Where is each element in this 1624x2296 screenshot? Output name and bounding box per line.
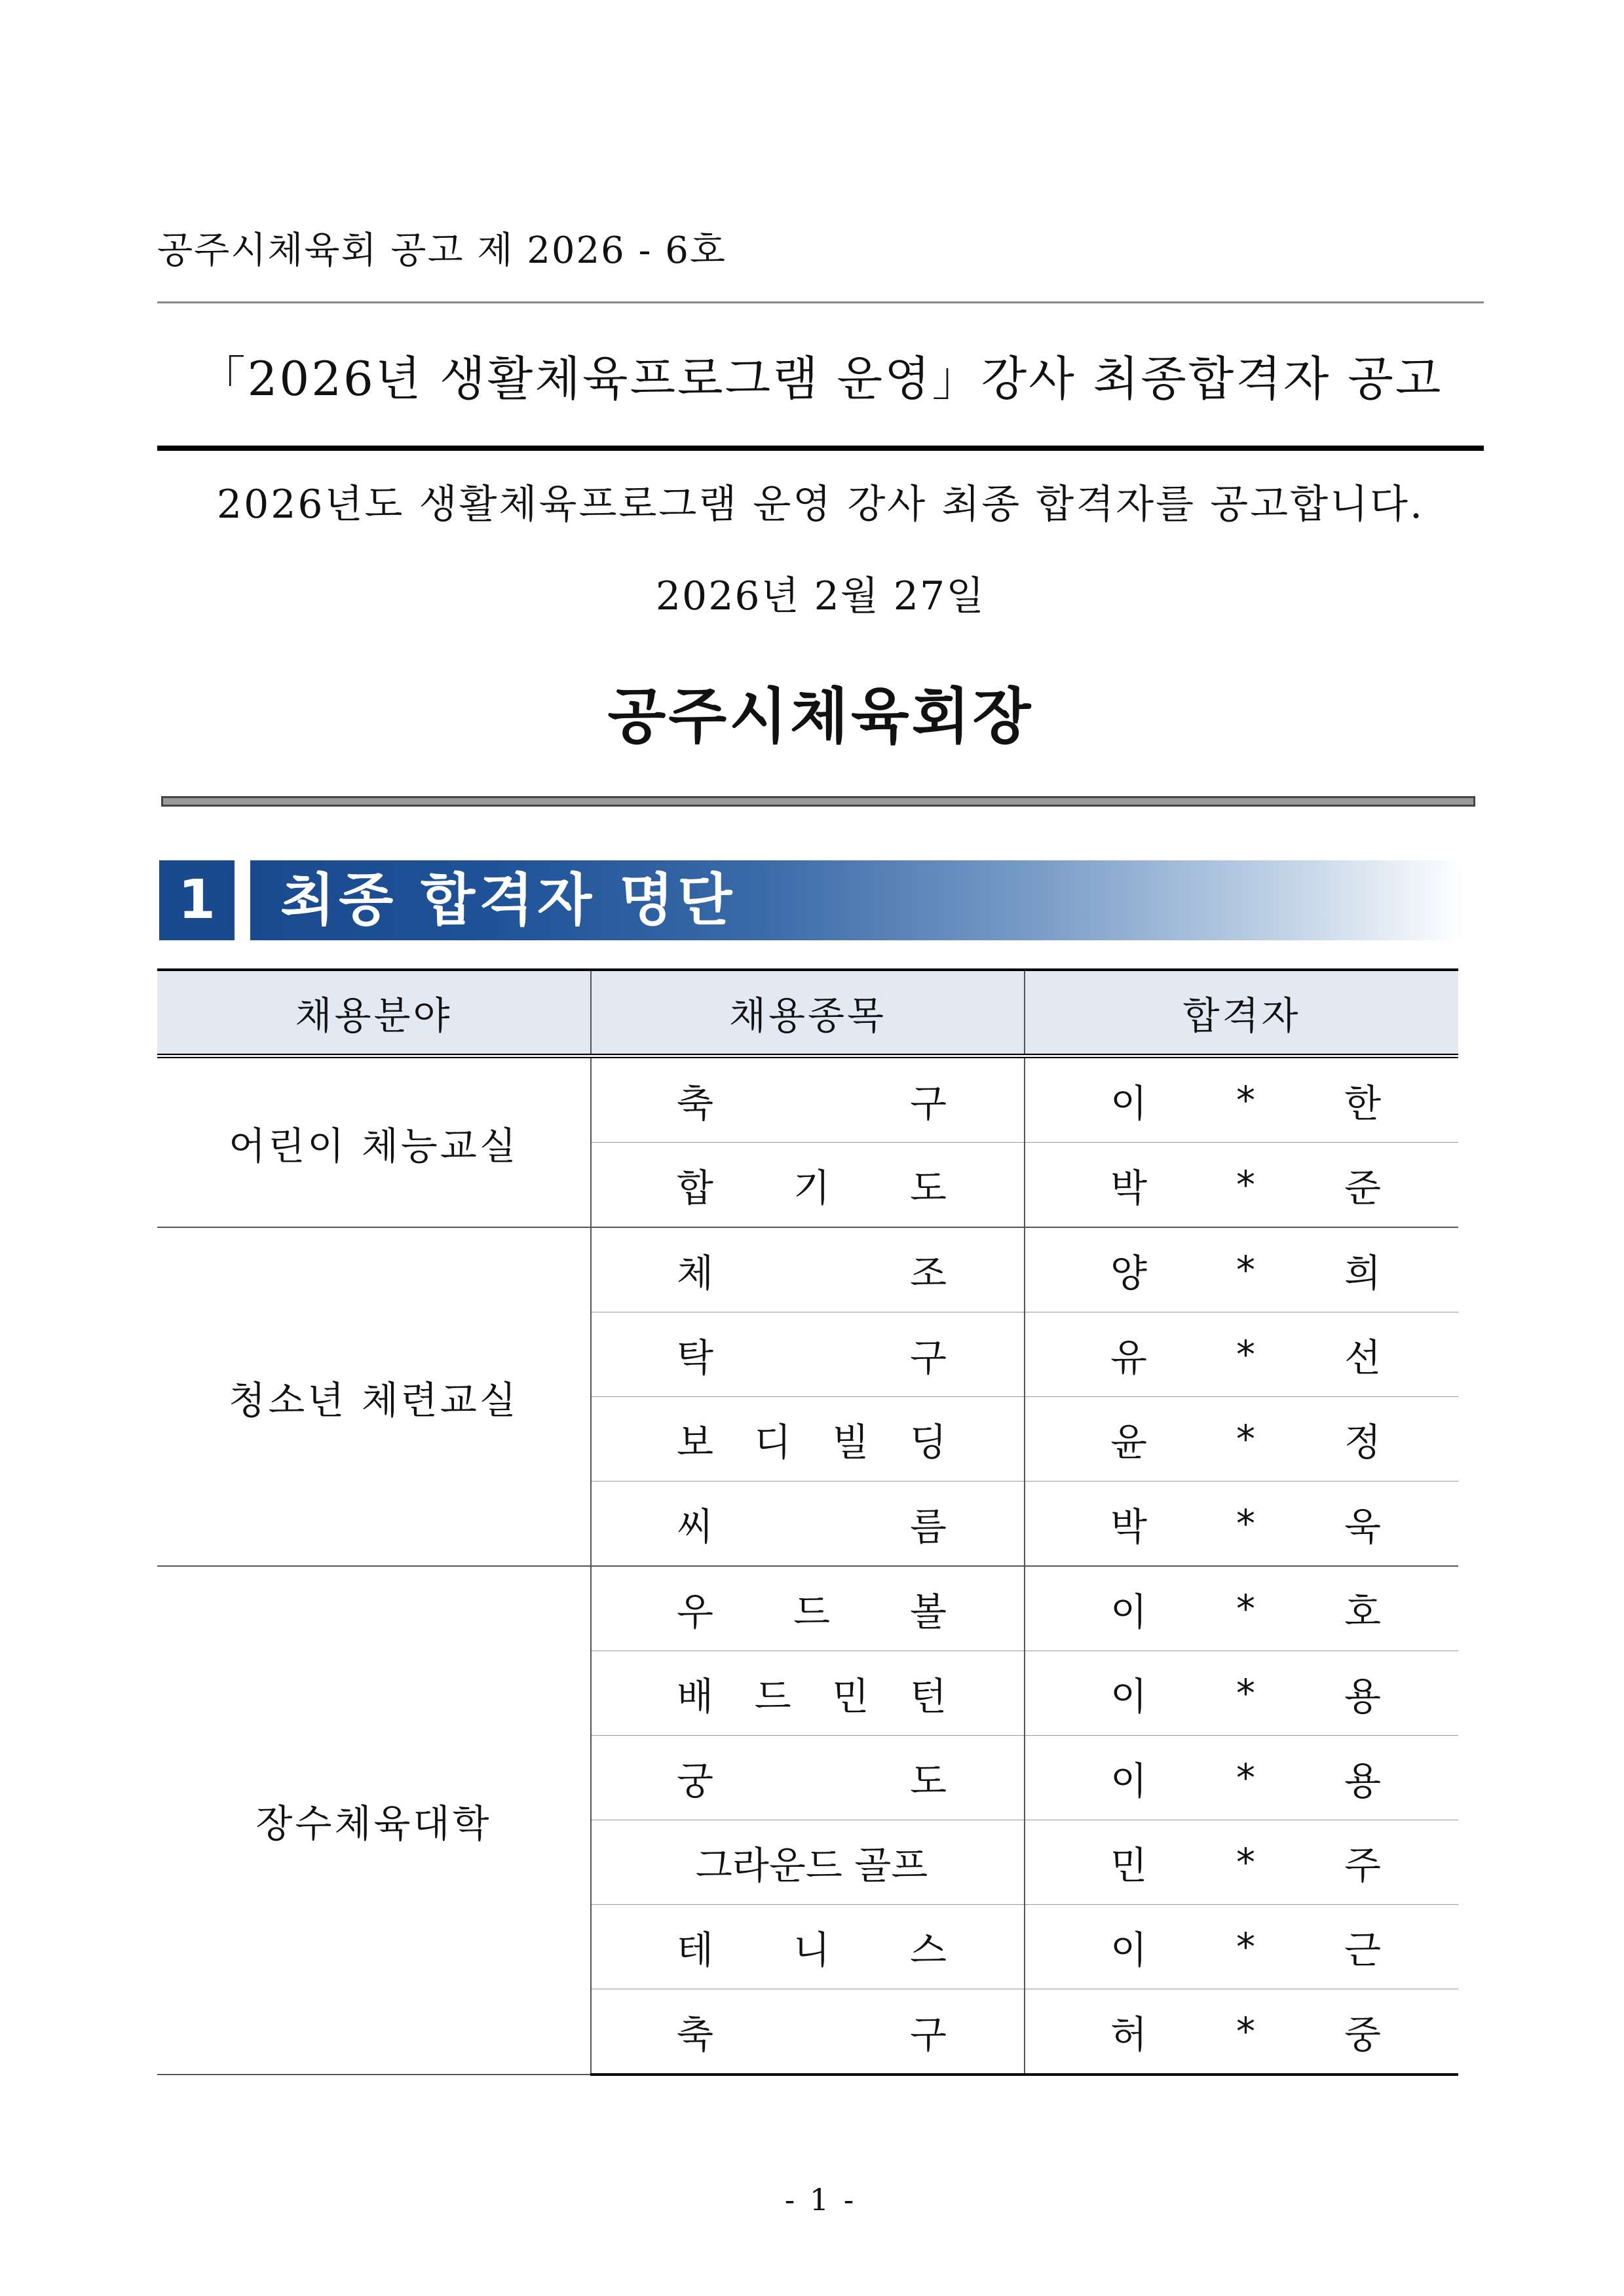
header-field: 채용분야 (157, 970, 591, 1056)
name-char: 용 (1344, 1674, 1381, 1719)
name-char: 욱 (1344, 1504, 1381, 1549)
event-cell (591, 1989, 1025, 2075)
field-cell: 장수체육대학 (157, 1566, 591, 2075)
name-char: 희 (1344, 1251, 1381, 1295)
name-char: 중 (1344, 2012, 1381, 2057)
name-cell (1025, 1651, 1458, 1736)
event-char: 축 (677, 1081, 714, 1126)
table-body (157, 1056, 1458, 2075)
name-char: * (1236, 1755, 1255, 1800)
name-char: * (1236, 2009, 1255, 2054)
name-char: 양 (1110, 1251, 1148, 1295)
event-char: 구 (909, 2012, 947, 2057)
event-char: 드 (754, 1674, 791, 1719)
section-number: 1 (159, 860, 235, 940)
event-char: 턴 (909, 1674, 947, 1719)
table-row (157, 1227, 1458, 1312)
name-cell (1025, 1312, 1458, 1397)
event-cell (591, 1566, 1025, 1651)
title-divider (157, 446, 1484, 451)
event-char: 딩 (909, 1420, 947, 1464)
page-number: - 1 - (784, 2182, 857, 2217)
event-char: 궁 (677, 1759, 714, 1803)
name-char: * (1236, 1248, 1255, 1292)
event-char: 합 (677, 1166, 714, 1210)
event-char: 탁 (677, 1335, 714, 1380)
section-title: 최종 합격자 명단 (280, 868, 736, 933)
name-char: 선 (1344, 1335, 1381, 1380)
name-char: * (1236, 1924, 1255, 1969)
name-char: * (1236, 1671, 1255, 1715)
name-char: * (1236, 1162, 1255, 1207)
name-char: 허 (1110, 2012, 1148, 2057)
top-divider (157, 301, 1484, 303)
name-char: 유 (1110, 1335, 1148, 1380)
event-char: 민 (832, 1674, 869, 1719)
event-char: 니 (793, 1928, 831, 1972)
event-cell (591, 1736, 1025, 1820)
event-char: 스 (909, 1928, 947, 1972)
name-cell (1025, 1736, 1458, 1820)
name-char: 민 (1110, 1843, 1148, 1888)
name-char: 이 (1110, 1674, 1148, 1719)
event-char: 구 (909, 1335, 947, 1380)
name-char: * (1236, 1417, 1255, 1461)
field-cell: 청소년 체련교실 (157, 1227, 591, 1566)
name-char: 용 (1344, 1759, 1381, 1803)
event-char: 름 (909, 1504, 947, 1549)
name-char: 주 (1344, 1843, 1381, 1888)
name-cell (1025, 1397, 1458, 1482)
event-cell (591, 1143, 1025, 1228)
event-cell (591, 1905, 1025, 1989)
name-cell (1025, 1566, 1458, 1651)
notice-number: 공주시체육회 공고 제 2026 - 6호 (157, 229, 727, 272)
name-char: 이 (1110, 1590, 1148, 1634)
event-char: 그라운드 골프 (695, 1843, 928, 1888)
event-char: 디 (754, 1420, 791, 1464)
name-char: * (1236, 1840, 1255, 1885)
event-char: 테 (677, 1928, 714, 1972)
result-table (157, 968, 1458, 2076)
event-char: 도 (909, 1759, 947, 1803)
name-char: 이 (1110, 1928, 1148, 1972)
event-char: 축 (677, 2012, 714, 2057)
name-cell (1025, 1227, 1458, 1312)
name-cell (1025, 1143, 1458, 1228)
signer: 공주시체육회장 (607, 681, 1034, 752)
event-char: 보 (677, 1420, 714, 1464)
event-cell (591, 1651, 1025, 1736)
name-char: 박 (1110, 1504, 1148, 1549)
name-char: 박 (1110, 1166, 1148, 1210)
event-char: 드 (793, 1590, 831, 1634)
name-char: * (1236, 1501, 1255, 1546)
table-row (157, 1056, 1458, 1143)
header-event: 채용종목 (591, 970, 1025, 1056)
event-char: 체 (677, 1251, 714, 1295)
name-char: 근 (1344, 1928, 1381, 1972)
event-char: 씨 (677, 1504, 714, 1549)
event-char: 조 (909, 1251, 947, 1295)
name-cell (1025, 1905, 1458, 1989)
name-char: 이 (1110, 1759, 1148, 1803)
event-char: 배 (677, 1674, 714, 1719)
name-char: 이 (1110, 1081, 1148, 1126)
event-char: 볼 (909, 1590, 947, 1634)
table-row (157, 1566, 1458, 1651)
event-char: 빌 (832, 1420, 869, 1464)
notice-date: 2026년 2월 27일 (655, 573, 986, 619)
intro-text: 2026년도 생활체육프로그램 운영 강사 최종 합격자를 공고합니다. (216, 482, 1425, 527)
name-char: 호 (1344, 1590, 1381, 1634)
event-cell (591, 1482, 1025, 1567)
name-char: 준 (1344, 1166, 1381, 1210)
document-title: 「2026년 생활체육프로그램 운영」강사 최종합격자 공고 (198, 351, 1443, 406)
name-char: 정 (1344, 1420, 1381, 1464)
event-cell (591, 1820, 1025, 1905)
name-cell (1025, 1482, 1458, 1567)
header-name: 합격자 (1025, 970, 1458, 1056)
event-char: 구 (909, 1081, 947, 1126)
name-char: * (1236, 1586, 1255, 1631)
grey-divider (161, 796, 1475, 807)
event-char: 도 (909, 1166, 947, 1210)
name-char: * (1236, 1332, 1255, 1377)
name-char: 한 (1344, 1081, 1381, 1126)
event-cell (591, 1397, 1025, 1482)
event-cell (591, 1227, 1025, 1312)
name-cell (1025, 1820, 1458, 1905)
field-cell: 어린이 체능교실 (157, 1056, 591, 1228)
name-char: 윤 (1110, 1420, 1148, 1464)
name-cell (1025, 1989, 1458, 2075)
event-char: 우 (677, 1590, 714, 1634)
event-cell (591, 1312, 1025, 1397)
event-cell (591, 1056, 1025, 1143)
name-cell (1025, 1056, 1458, 1143)
table-header-row (157, 970, 1458, 1056)
event-char: 기 (793, 1166, 831, 1210)
name-char: * (1236, 1078, 1255, 1122)
